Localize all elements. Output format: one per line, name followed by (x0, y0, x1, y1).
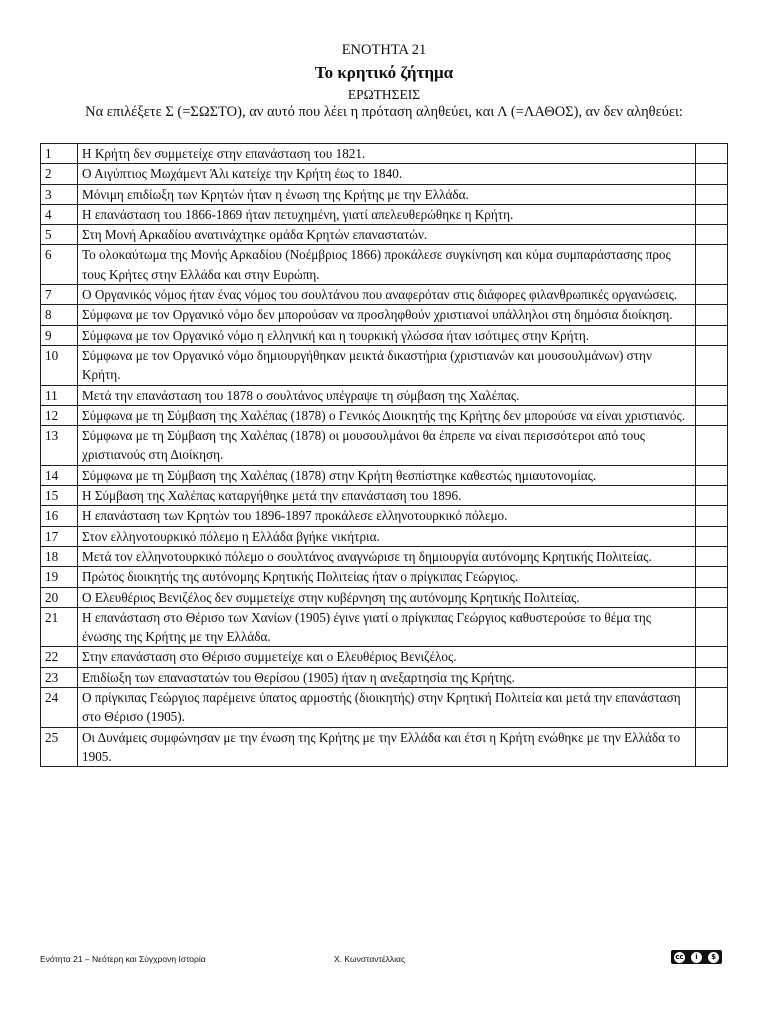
question-text: Το ολοκαύτωμα της Μονής Αρκαδίου (Νοέμβριος 1866) προκάλεσε συγκίνηση και κύμα συμπαράστασης προς τους Κρήτες στην Ελλάδα και στην Ευρώπη. (78, 245, 696, 285)
footer-author: Χ. Κωνσταντέλλιας (334, 954, 406, 964)
question-text: Μόνιμη επιδίωξη των Κρητών ήταν η ένωση της Κρήτης με την Ελλάδα. (78, 184, 696, 204)
question-text: Σύμφωνα με τη Σύμβαση της Χαλέπας (1878) στην Κρήτη θεσπίστηκε καθεστώς ημιαυτονομίας. (78, 465, 696, 485)
question-text: Ο Ελευθέριος Βενιζέλος δεν συμμετείχε στην κυβέρνηση της αυτόνομης Κρητικής Πολιτείας. (78, 587, 696, 607)
question-number: 14 (41, 465, 78, 485)
question-row (41, 667, 728, 687)
question-text: Μετά τον ελληνοτουρκικό πόλεμο ο σουλτάνος αναγνώρισε τη δημιουργία αυτόνομης Κρητικής Πολιτείας. (78, 546, 696, 566)
question-row (41, 164, 728, 184)
answer-cell[interactable] (696, 426, 728, 466)
answer-cell[interactable] (696, 325, 728, 345)
answer-cell[interactable] (696, 204, 728, 224)
question-text: Ο πρίγκιπας Γεώργιος παρέμεινε ύπατος αρμοστής (διοικητής) στην Κρητική Πολιτεία και μετά την επανάσταση στο Θέρισο (1905). (78, 688, 696, 728)
question-text: Ο Οργανικός νόμος ήταν ένας νόμος του σουλτάνου που αναφερόταν στις διάφορες φιλανθρωπικές οργανώσεις. (78, 285, 696, 305)
question-row (41, 727, 728, 767)
answer-cell[interactable] (696, 385, 728, 405)
question-number: 9 (41, 325, 78, 345)
question-row (41, 245, 728, 285)
cc-license-icon: cc i $ (671, 950, 722, 964)
question-number: 22 (41, 647, 78, 667)
answer-cell[interactable] (696, 305, 728, 325)
question-row (41, 526, 728, 546)
question-text: Σύμφωνα με τη Σύμβαση της Χαλέπας (1878) οι μουσουλμάνοι θα έπρεπε να είναι περισσότεροι από τους χριστιανούς στη Διοίκηση. (78, 426, 696, 466)
question-text: Σύμφωνα με τη Σύμβαση της Χαλέπας (1878) ο Γενικός Διοικητής της Κρήτης δεν μπορούσε να είναι χριστιανός. (78, 405, 696, 425)
question-text: Οι Δυνάμεις συμφώνησαν με την ένωση της Κρήτης με την Ελλάδα και έτσι η Κρήτη ενώθηκε με την Ελλάδα το 1905. (78, 727, 696, 767)
question-text: Επιδίωξη των επαναστατών του Θερίσου (1905) ήταν η ανεξαρτησία της Κρήτης. (78, 667, 696, 687)
question-number: 24 (41, 688, 78, 728)
question-text: Η Κρήτη δεν συμμετείχε στην επανάσταση του 1821. (78, 144, 696, 164)
question-row (41, 345, 728, 385)
question-number: 1 (41, 144, 78, 164)
questions-table (40, 143, 728, 767)
answer-cell[interactable] (696, 647, 728, 667)
question-number: 16 (41, 506, 78, 526)
question-row (41, 567, 728, 587)
question-row (41, 305, 728, 325)
question-number: 5 (41, 225, 78, 245)
answer-cell[interactable] (696, 164, 728, 184)
question-number: 3 (41, 184, 78, 204)
answer-cell[interactable] (696, 405, 728, 425)
answer-cell[interactable] (696, 486, 728, 506)
question-text: Η επανάσταση του 1866-1869 ήταν πετυχημένη, γιατί απελευθερώθηκε η Κρήτη. (78, 204, 696, 224)
answer-cell[interactable] (696, 688, 728, 728)
answer-cell[interactable] (696, 526, 728, 546)
question-text: Μετά την επανάσταση του 1878 ο σουλτάνος υπέγραψε τη σύμβαση της Χαλέπας. (78, 385, 696, 405)
question-row (41, 688, 728, 728)
instructions: Να επιλέξετε Σ (=ΣΩΣΤΟ), αν αυτό που λέει η πρόταση αληθεύει, και Λ (=ΛΑΘΟΣ), αν δεν αληθεύει: (85, 104, 683, 120)
question-row (41, 587, 728, 607)
answer-cell[interactable] (696, 465, 728, 485)
answer-cell[interactable] (696, 667, 728, 687)
question-text: Η Σύμβαση της Χαλέπας καταργήθηκε μετά την επανάσταση του 1896. (78, 486, 696, 506)
question-number: 12 (41, 405, 78, 425)
question-number: 17 (41, 526, 78, 546)
question-number: 20 (41, 587, 78, 607)
question-number: 15 (41, 486, 78, 506)
question-number: 4 (41, 204, 78, 224)
question-row (41, 546, 728, 566)
unit-heading: ΕΝΟΤΗΤΑ 21 (341, 42, 427, 58)
question-row (41, 486, 728, 506)
question-text: Ο Αιγύπτιος Μωχάμεντ Άλι κατείχε την Κρήτη έως το 1840. (78, 164, 696, 184)
answer-cell[interactable] (696, 225, 728, 245)
question-text: Σύμφωνα με τον Οργανικό νόμο δεν μπορούσαν να προσληφθούν χριστιανοί υπάλληλοι στη δημόσια διοίκηση. (78, 305, 696, 325)
question-row (41, 225, 728, 245)
question-row (41, 405, 728, 425)
answer-cell[interactable] (696, 285, 728, 305)
question-row (41, 285, 728, 305)
answer-cell[interactable] (696, 345, 728, 385)
question-number: 25 (41, 727, 78, 767)
question-text: Στην επανάσταση στο Θέρισο συμμετείχε και ο Ελευθέριος Βενιζέλος. (78, 647, 696, 667)
answer-cell[interactable] (696, 546, 728, 566)
answer-cell[interactable] (696, 607, 728, 647)
question-text: Η επανάσταση των Κρητών του 1896-1897 προκάλεσε ελληνοτουρκικό πόλεμο. (78, 506, 696, 526)
answer-cell[interactable] (696, 144, 728, 164)
question-number: 11 (41, 385, 78, 405)
question-text: Σύμφωνα με τον Οργανικό νόμο η ελληνική και η τουρκική γλώσσα ήταν ισότιμες στην Κρήτη. (78, 325, 696, 345)
question-row (41, 607, 728, 647)
question-row (41, 385, 728, 405)
question-row (41, 184, 728, 204)
question-row (41, 465, 728, 485)
question-row (41, 647, 728, 667)
question-text: Πρώτος διοικητής της αυτόνομης Κρητικής Πολιτείας ήταν ο πρίγκιπας Γεώργιος. (78, 567, 696, 587)
question-row (41, 426, 728, 466)
question-number: 7 (41, 285, 78, 305)
question-number: 6 (41, 245, 78, 285)
footer-course: Ενότητα 21 – Νεότερη και Σύγχρονη Ιστορία (40, 954, 206, 964)
question-number: 2 (41, 164, 78, 184)
page-title: Το κρητικό ζήτημα (314, 63, 454, 82)
question-row (41, 144, 728, 164)
question-row (41, 204, 728, 224)
question-text: Στη Μονή Αρκαδίου ανατινάχτηκε ομάδα Κρητών επαναστατών. (78, 225, 696, 245)
question-number: 13 (41, 426, 78, 466)
question-text: Σύμφωνα με τον Οργανικό νόμο δημιουργήθηκαν μεικτά δικαστήρια (χριστιανών και μουσουλμάνων) στην Κρήτη. (78, 345, 696, 385)
question-number: 23 (41, 667, 78, 687)
answer-cell[interactable] (696, 245, 728, 285)
answer-cell[interactable] (696, 184, 728, 204)
answer-cell[interactable] (696, 567, 728, 587)
answer-cell[interactable] (696, 587, 728, 607)
section-heading: ΕΡΩΤΗΣΕΙΣ (347, 87, 421, 102)
question-text: Η επανάσταση στο Θέρισο των Χανίων (1905) έγινε γιατί ο πρίγκιπας Γεώργιος καθυστερούσε το θέμα της ένωσης της Κρήτης με την Ελλάδα. (78, 607, 696, 647)
question-number: 10 (41, 345, 78, 385)
answer-cell[interactable] (696, 727, 728, 767)
question-row (41, 325, 728, 345)
question-text: Στον ελληνοτουρκικό πόλεμο η Ελλάδα βγήκε νικήτρια. (78, 526, 696, 546)
question-row (41, 506, 728, 526)
question-number: 21 (41, 607, 78, 647)
question-number: 8 (41, 305, 78, 325)
answer-cell[interactable] (696, 506, 728, 526)
question-number: 19 (41, 567, 78, 587)
question-number: 18 (41, 546, 78, 566)
